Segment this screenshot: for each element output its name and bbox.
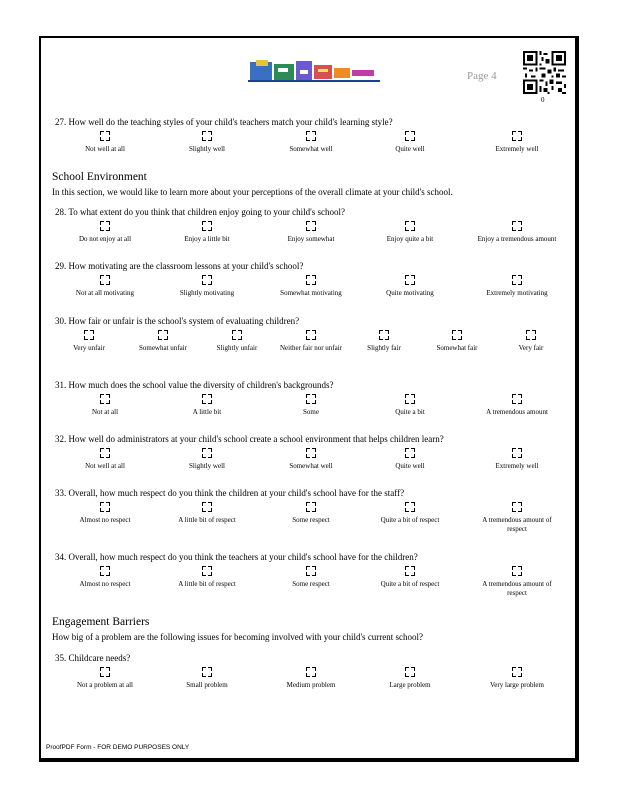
response-checkbox[interactable] <box>512 275 522 285</box>
response-label: Not at all <box>91 408 119 416</box>
school-logo <box>248 58 380 84</box>
question-30 <box>55 315 575 352</box>
response-label: Large problem <box>389 681 431 689</box>
response-label: Quite well <box>395 145 425 153</box>
response-checkbox[interactable] <box>84 330 94 340</box>
survey-page <box>39 36 579 762</box>
response-option[interactable] <box>162 667 252 690</box>
question-33 <box>55 487 575 533</box>
question-32 <box>55 433 575 470</box>
response-checkbox[interactable] <box>512 131 522 141</box>
section-intro-school-environment: In this section, we would like to learn more about your perceptions of the overall climate at your child's school. <box>52 187 453 197</box>
response-label: Very unfair <box>73 344 105 352</box>
response-label: Some respect <box>292 580 330 588</box>
options-row <box>55 275 575 307</box>
response-label: Neither fair nor unfair <box>280 344 342 352</box>
response-option[interactable] <box>162 221 252 244</box>
response-option[interactable] <box>365 394 455 417</box>
response-option[interactable] <box>266 566 356 589</box>
section-intro-engagement-barriers: How big of a problem are the following issues for becoming involved with your child's current school? <box>52 632 424 642</box>
qr-code <box>523 51 566 94</box>
response-label: Somewhat fair <box>436 344 478 352</box>
response-label: Not a problem at all <box>77 681 133 689</box>
response-checkbox[interactable] <box>306 394 316 404</box>
response-option[interactable] <box>266 502 356 525</box>
response-label: Not at all motivating <box>75 289 135 297</box>
response-label: Somewhat well <box>289 462 333 470</box>
response-label: Not well at all <box>85 462 125 470</box>
response-label: A tremendous amount <box>486 408 548 416</box>
options-row <box>55 221 575 253</box>
response-label: Very large problem <box>490 681 544 689</box>
response-option[interactable] <box>60 275 150 298</box>
options-row <box>55 502 575 534</box>
response-option[interactable] <box>266 221 356 244</box>
response-option[interactable] <box>365 502 455 525</box>
response-option[interactable] <box>162 502 252 525</box>
response-checkbox[interactable] <box>306 131 316 141</box>
response-option[interactable] <box>472 221 562 244</box>
options-row <box>55 667 575 699</box>
response-option[interactable] <box>472 131 562 154</box>
response-label: Very fair <box>518 344 544 352</box>
response-label: Slightly well <box>189 145 225 153</box>
response-label: Some <box>303 408 319 416</box>
response-checkbox[interactable] <box>232 330 242 340</box>
response-checkbox[interactable] <box>405 131 415 141</box>
response-checkbox[interactable] <box>100 275 110 285</box>
response-label: Extremely well <box>495 145 539 153</box>
response-checkbox[interactable] <box>405 448 415 458</box>
response-checkbox[interactable] <box>405 394 415 404</box>
response-option[interactable] <box>472 448 562 471</box>
response-option[interactable] <box>266 131 356 154</box>
response-checkbox[interactable] <box>100 566 110 576</box>
response-checkbox[interactable] <box>202 667 212 677</box>
options-row <box>55 566 575 598</box>
response-label: Almost no respect <box>79 516 131 524</box>
question-text: 31. How much does the school value the diversity of children's backgrounds? <box>55 380 334 390</box>
response-option[interactable] <box>162 448 252 471</box>
response-checkbox[interactable] <box>512 502 522 512</box>
question-28 <box>55 206 575 243</box>
response-label: Somewhat unfair <box>138 344 187 352</box>
response-option[interactable] <box>60 566 150 589</box>
response-checkbox[interactable] <box>405 667 415 677</box>
response-checkbox[interactable] <box>512 566 522 576</box>
question-text: 34. Overall, how much respect do you think the teachers at your child's school have for the children? <box>55 552 418 562</box>
question-text: 27. How well do the teaching styles of your child's teachers match your child's learning style? <box>55 117 393 127</box>
question-35 <box>55 652 575 689</box>
response-option[interactable] <box>60 502 150 525</box>
response-label: Quite well <box>395 462 425 470</box>
response-option[interactable] <box>365 566 455 589</box>
response-checkbox[interactable] <box>202 566 212 576</box>
question-34 <box>55 551 575 597</box>
section-title-school-environment: School Environment <box>52 171 147 183</box>
response-option[interactable] <box>365 131 455 154</box>
response-checkbox[interactable] <box>379 330 389 340</box>
response-label: Enjoy quite a bit <box>386 235 434 243</box>
page-number: Page 4 <box>467 70 497 82</box>
response-option[interactable] <box>472 566 562 598</box>
response-option[interactable] <box>266 448 356 471</box>
response-option[interactable] <box>365 275 455 298</box>
response-label: Enjoy somewhat <box>287 235 335 243</box>
options-row <box>55 330 575 362</box>
response-label: A little bit <box>192 408 222 416</box>
response-checkbox[interactable] <box>512 221 522 231</box>
response-checkbox[interactable] <box>512 394 522 404</box>
response-checkbox[interactable] <box>306 448 316 458</box>
response-checkbox[interactable] <box>526 330 536 340</box>
response-label: A tremendous amount of respect <box>482 580 552 597</box>
response-label: Almost no respect <box>79 580 131 588</box>
response-label: A little bit of respect <box>178 516 236 524</box>
response-checkbox[interactable] <box>202 394 212 404</box>
response-label: Somewhat well <box>289 145 333 153</box>
response-option[interactable] <box>472 502 562 534</box>
response-option[interactable] <box>365 221 455 244</box>
response-label: Some respect <box>292 516 330 524</box>
response-checkbox[interactable] <box>405 221 415 231</box>
response-checkbox[interactable] <box>512 667 522 677</box>
response-checkbox[interactable] <box>202 131 212 141</box>
response-label: Extremely well <box>495 462 539 470</box>
response-option[interactable] <box>60 667 150 690</box>
response-checkbox[interactable] <box>405 502 415 512</box>
question-text: 29. How motivating are the classroom lessons at your child's school? <box>55 261 304 271</box>
response-checkbox[interactable] <box>158 330 168 340</box>
response-label: Not well at all <box>85 145 125 153</box>
response-option[interactable] <box>472 394 562 417</box>
response-label: Extremely motivating <box>486 289 548 297</box>
response-label: Slightly unfair <box>216 344 258 352</box>
response-checkbox[interactable] <box>512 448 522 458</box>
response-label: Medium problem <box>286 681 336 689</box>
response-checkbox[interactable] <box>405 566 415 576</box>
response-checkbox[interactable] <box>100 221 110 231</box>
options-row <box>55 448 575 480</box>
response-label: Quite motivating <box>386 289 434 297</box>
section-title-engagement-barriers: Engagement Barriers <box>52 616 150 628</box>
response-label: Enjoy a little bit <box>184 235 230 243</box>
response-label: Slightly well <box>189 462 225 470</box>
response-option[interactable] <box>162 275 252 298</box>
question-text: 35. Childcare needs? <box>55 653 131 663</box>
response-option[interactable] <box>472 667 562 690</box>
response-label: Small problem <box>186 681 228 689</box>
response-option[interactable] <box>266 667 356 690</box>
response-label: Slightly motivating <box>179 289 235 297</box>
response-option[interactable] <box>60 131 150 154</box>
qr-number: 0 <box>541 96 545 104</box>
footer-text: ProofPDF Form - FOR DEMO PURPOSES ONLY <box>46 744 190 751</box>
response-checkbox[interactable] <box>202 502 212 512</box>
response-option[interactable] <box>162 394 252 417</box>
response-option[interactable] <box>60 221 150 244</box>
options-row <box>55 131 575 163</box>
response-checkbox[interactable] <box>100 502 110 512</box>
question-text: 30. How fair or unfair is the school's system of evaluating children? <box>55 316 300 326</box>
response-label: Quite a bit <box>395 408 425 416</box>
response-option[interactable] <box>60 394 150 417</box>
question-29 <box>55 260 575 297</box>
options-row <box>55 394 575 426</box>
response-option[interactable] <box>162 566 252 589</box>
response-checkbox[interactable] <box>405 275 415 285</box>
response-label: Quite a bit of respect <box>380 580 440 588</box>
response-label: Somewhat motivating <box>280 289 342 297</box>
response-option[interactable] <box>365 448 455 471</box>
response-checkbox[interactable] <box>306 502 316 512</box>
response-option[interactable] <box>162 131 252 154</box>
question-27 <box>55 116 575 153</box>
response-checkbox[interactable] <box>202 221 212 231</box>
response-checkbox[interactable] <box>306 221 316 231</box>
question-text: 28. To what extent do you think that children enjoy going to your child's school? <box>55 207 346 217</box>
response-checkbox[interactable] <box>202 275 212 285</box>
question-31 <box>55 379 575 416</box>
response-label: Enjoy a tremendous amount <box>477 235 557 243</box>
question-text: 32. How well do administrators at your child's school create a school environment that helps children learn? <box>55 434 444 444</box>
response-label: A little bit of respect <box>178 580 236 588</box>
response-label: A tremendous amount of respect <box>482 516 552 533</box>
response-checkbox[interactable] <box>100 448 110 458</box>
response-option[interactable] <box>486 330 576 353</box>
response-option[interactable] <box>266 275 356 298</box>
response-checkbox[interactable] <box>306 566 316 576</box>
response-option[interactable] <box>365 667 455 690</box>
response-checkbox[interactable] <box>306 330 316 340</box>
response-checkbox[interactable] <box>306 667 316 677</box>
question-text: 33. Overall, how much respect do you think the children at your child's school have for the staff? <box>55 488 405 498</box>
response-label: Do not enjoy at all <box>78 235 132 243</box>
response-checkbox[interactable] <box>452 330 462 340</box>
response-checkbox[interactable] <box>100 131 110 141</box>
response-option[interactable] <box>472 275 562 298</box>
response-checkbox[interactable] <box>100 394 110 404</box>
response-checkbox[interactable] <box>202 448 212 458</box>
response-option[interactable] <box>266 394 356 417</box>
response-checkbox[interactable] <box>306 275 316 285</box>
response-checkbox[interactable] <box>100 667 110 677</box>
response-option[interactable] <box>60 448 150 471</box>
response-label: Quite a bit of respect <box>380 516 440 524</box>
response-label: Slightly fair <box>367 344 401 352</box>
